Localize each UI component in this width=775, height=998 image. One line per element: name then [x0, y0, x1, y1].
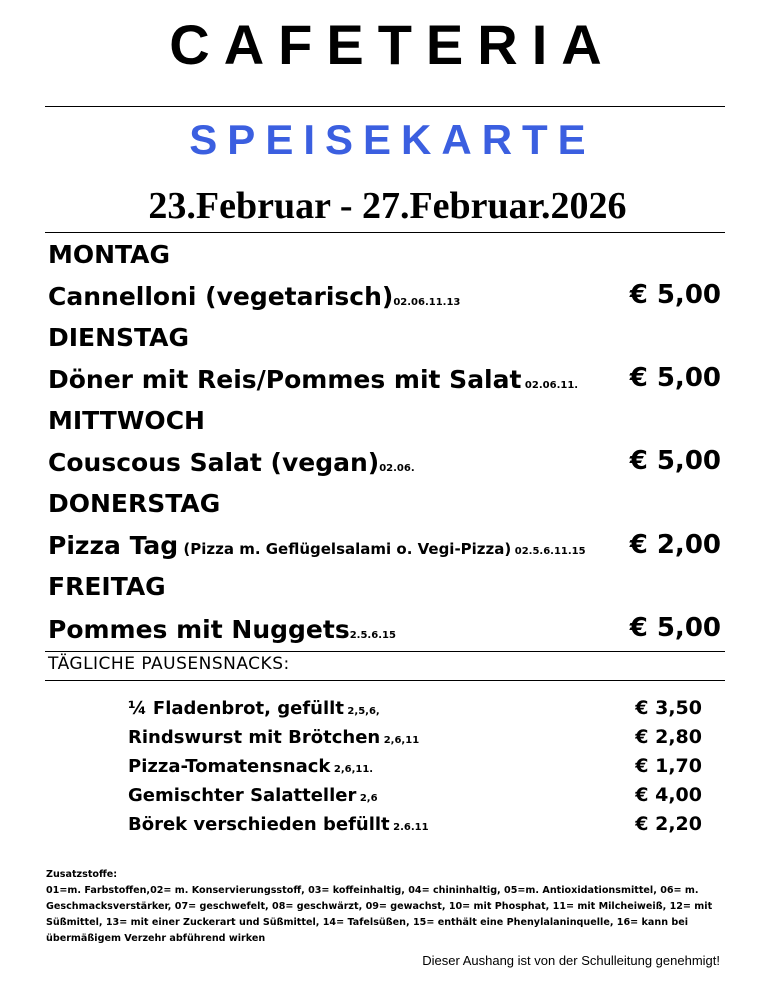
divider-date [45, 232, 725, 233]
snack-price: € 2,80 [635, 726, 702, 748]
dish-thursday [48, 531, 586, 560]
snack-additive-codes: 2,6 [356, 793, 378, 804]
divider-snacks-bottom [45, 680, 725, 681]
snack-item [128, 698, 380, 719]
dish-name: Cannelloni (vegetarisch) [48, 282, 394, 311]
day-heading-tuesday: DIENSTAG [48, 323, 190, 352]
snack-price: € 1,70 [635, 755, 702, 777]
dish-note: (Pizza m. Geflügelsalami o. Vegi-Pizza) [178, 540, 512, 558]
snack-item [128, 785, 378, 806]
dish-monday [48, 282, 460, 311]
snack-price: € 2,20 [635, 813, 702, 835]
day-heading-friday: FREITAG [48, 572, 166, 601]
additives-text: 01=m. Farbstoffen,02= m. Konservierungsstoff, 03= koffeinhaltig, 04= chininhaltig, 05=m. Antioxidationsmittel, 06= m. Geschmacksverstärker, 07= geschwefelt, 08= geschwärzt, 09= gewachst, 10= mit Phosphat, 11= mit Milcheiweiß, 12= mit Süßmittel, 13= mit einer Zuckerart und Süßmittel, 14= Tafelsüßen, 15= enthält eine Phenylalaninquelle, 16= kann bei übermäßigem Verzehr abführend wirken [46, 885, 713, 944]
menu-subtitle: SPEISEKARTE [189, 116, 596, 163]
dish-wednesday [48, 448, 415, 477]
dish-additive-codes: 2.5.6.15 [349, 630, 396, 641]
snack-name: ¼ Fladenbrot, gefüllt [128, 698, 344, 719]
approval-note: Dieser Aushang ist von der Schulleitung genehmigt! [422, 953, 720, 968]
day-heading-wednesday: MITTWOCH [48, 406, 205, 435]
dish-additive-codes: 02.06. [379, 463, 415, 474]
additives-footnote [46, 867, 736, 947]
snack-additive-codes: 2,5,6, [343, 706, 380, 717]
dish-additive-codes: 02.06.11. [521, 380, 579, 391]
snack-item [128, 727, 419, 748]
snack-additive-codes: 2,6,11. [330, 764, 374, 775]
additives-title: Zusatzstoffe: [46, 869, 118, 880]
dish-additive-codes: 02.06.11.13 [393, 297, 461, 308]
snacks-heading: TÄGLICHE PAUSENSNACKS: [48, 654, 290, 674]
dish-friday [48, 615, 396, 644]
divider-snacks-top [45, 651, 725, 652]
date-range: 23.Februar - 27.Februar.2026 [148, 185, 627, 227]
day-heading-thursday: DONERSTAG [48, 489, 221, 518]
dish-tuesday [48, 365, 578, 394]
page-title: CAFETERIA [169, 13, 616, 76]
price-wednesday: € 5,00 [629, 446, 721, 476]
dish-additive-codes: 02.5.6.11.15 [511, 546, 586, 557]
dish-name: Couscous Salat (vegan) [48, 448, 380, 477]
snack-price: € 4,00 [635, 784, 702, 806]
dish-name: Döner mit Reis/Pommes mit Salat [48, 365, 522, 394]
snack-item [128, 814, 429, 835]
snack-item [128, 756, 373, 777]
snack-name: Rindswurst mit Brötchen [128, 727, 381, 748]
dish-name: Pizza Tag [48, 531, 179, 560]
price-thursday: € 2,00 [629, 530, 721, 560]
snack-price: € 3,50 [635, 697, 702, 719]
price-tuesday: € 5,00 [629, 363, 721, 393]
snack-additive-codes: 2.6.11 [389, 822, 429, 833]
snack-name: Pizza-Tomatensnack [128, 756, 331, 777]
snack-name: Gemischter Salatteller [128, 785, 357, 806]
snack-name: Börek verschieden befüllt [128, 814, 390, 835]
divider-top [45, 106, 725, 107]
snack-additive-codes: 2,6,11 [380, 735, 420, 746]
price-monday: € 5,00 [629, 280, 721, 310]
day-heading-monday: MONTAG [48, 240, 171, 269]
dish-name: Pommes mit Nuggets [48, 615, 350, 644]
price-friday: € 5,00 [629, 613, 721, 643]
